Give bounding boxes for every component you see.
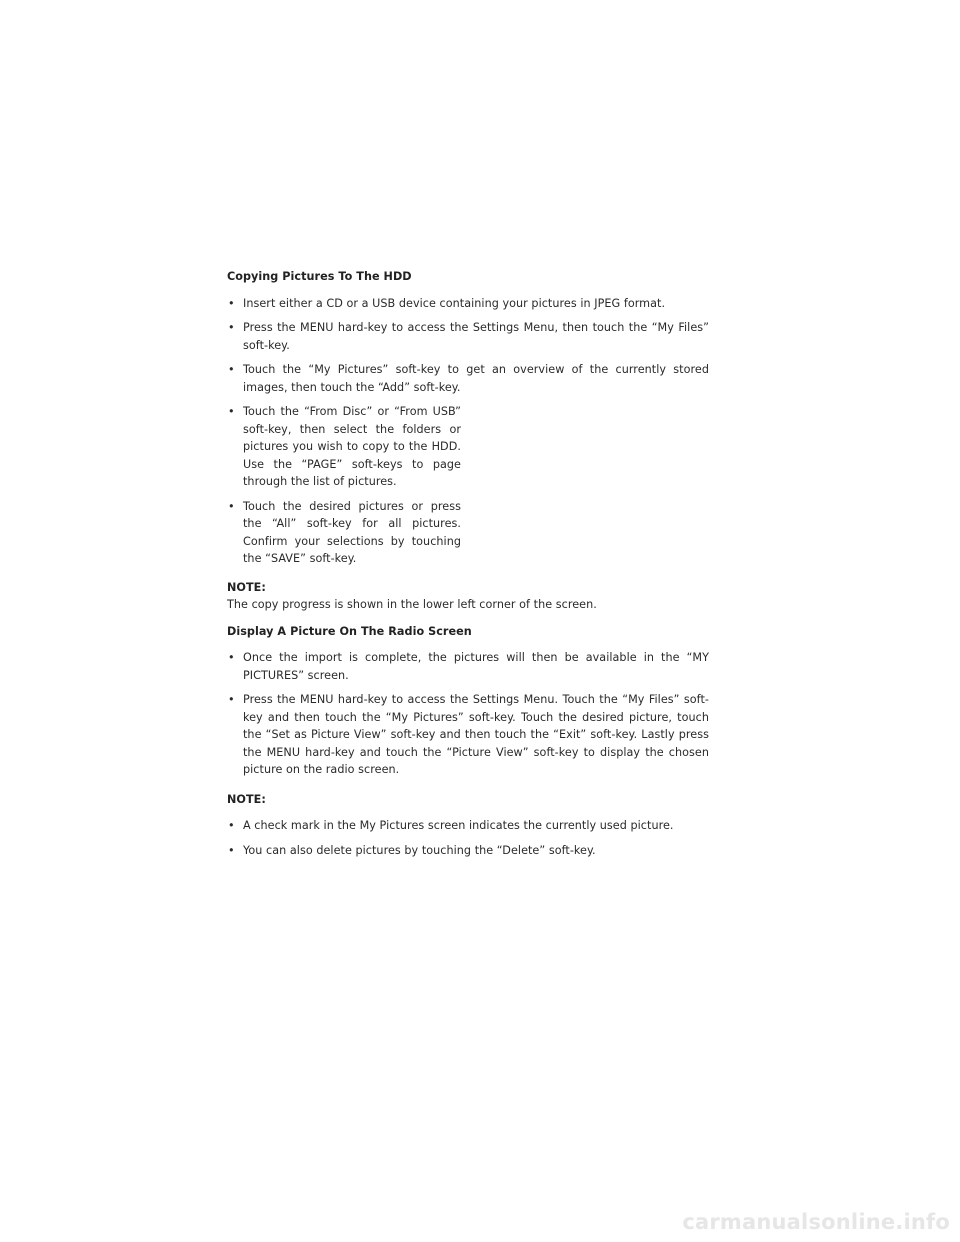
section-heading-copying-pictures: Copying Pictures To The HDD [227,270,412,283]
section-heading-display-picture: Display A Picture On The Radio Screen [227,624,472,638]
list-item: • Touch the “From Disc” or “From USB” soft-key, then select the folders or pictures you wish to copy to the HDD. Use the “PAGE” soft-keys to page through the list of pictures. [228,405,461,488]
list-item: • Press the MENU hard-key to access the Settings Menu, then touch the “My Files” soft-key. [228,321,709,352]
list-item: • Touch the “My Pictures” soft-key to get an overview of the currently stored images, then touch the “Add” soft-key. [228,363,709,394]
bullet-icon: • [228,405,235,418]
bullet-icon: • [228,693,235,706]
list-item: • You can also delete pictures by touching the “Delete” soft-key. [227,842,709,860]
bullet-icon: • [228,321,235,334]
bullet-icon: • [228,499,235,513]
display-steps-list [227,649,709,779]
note-label: NOTE: [227,792,266,806]
page-content [227,268,709,866]
list-item: • A check mark in the My Pictures screen indicates the currently used picture. [227,817,709,835]
note-label: NOTE: [227,580,266,594]
bullet-icon: • [228,651,235,664]
list-item: • Touch the desired pictures or press the “All” soft-key for all pictures. Confirm your selections by touching the “SAVE” soft-key. [228,499,461,565]
watermark: carmanualsonline.info [682,1210,950,1234]
copying-steps-list [227,295,709,568]
list-item: • Press the MENU hard-key to access the Settings Menu. Touch the “My Files” soft-key and then touch the “My Pictures” soft-key. Touch the desired picture, touch the “Set as Picture View” soft-key and then touch the “Exit” soft-key. Lastly press the MENU hard-key and touch the “Picture View” soft-key to display the chosen picture on the radio screen. [228,693,709,776]
list-item: • Once the import is complete, the pictures will then be available in the “MY PICTURES” screen. [228,651,709,682]
note-list [227,817,709,859]
note-text: The copy progress is shown in the lower left corner of the screen. [227,598,597,611]
bullet-icon: • [228,819,235,832]
bullet-icon: • [228,296,235,310]
bullet-icon: • [228,363,235,376]
bullet-icon: • [228,843,235,857]
list-item: • Insert either a CD or a USB device containing your pictures in JPEG format. [227,295,709,313]
